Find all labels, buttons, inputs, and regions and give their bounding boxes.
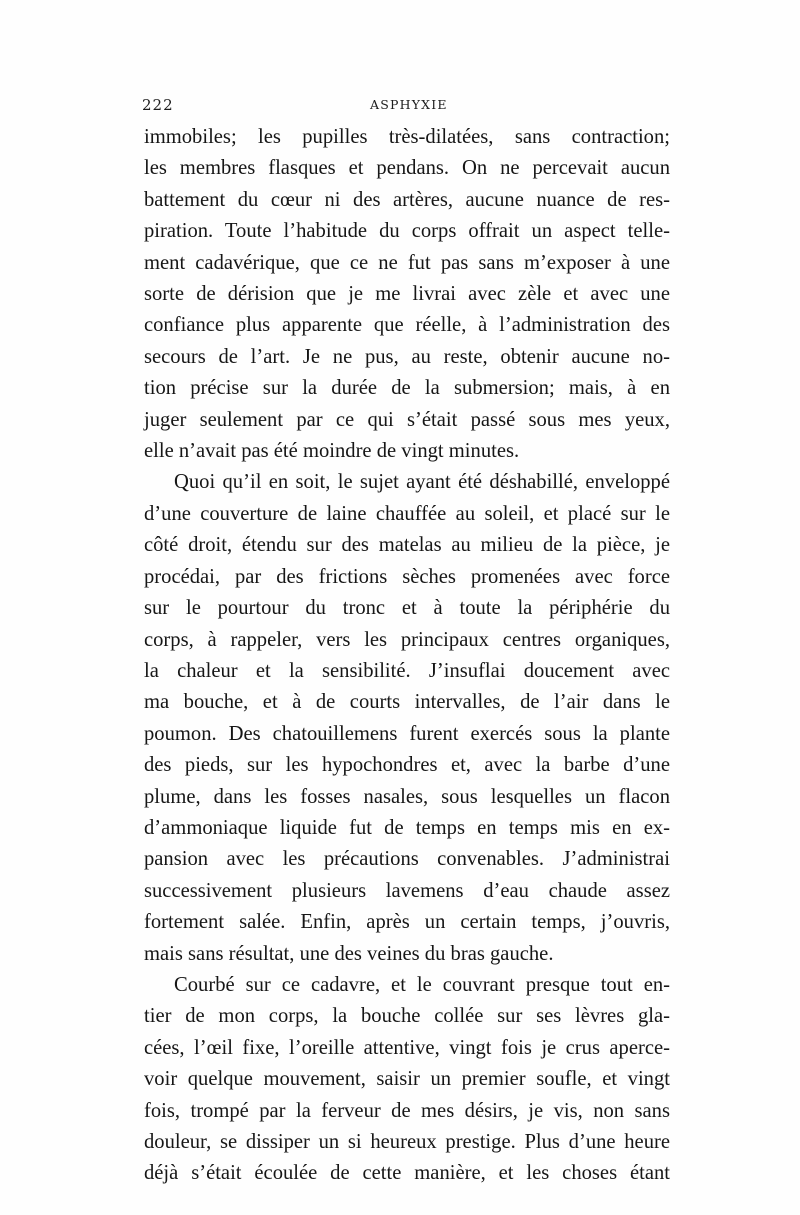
text-line: tier de mon corps, la bouche collée sur ses lèvres gla- <box>144 1005 670 1028</box>
text-line: fortement salée. Enfin, après un certain temps, j’ouvris, <box>144 911 670 934</box>
text-line: ma bouche, et à de courts intervalles, de l’air dans le <box>144 691 670 714</box>
text-line: déjà s’était écoulée de cette manière, et les choses étant <box>144 1162 670 1185</box>
text-line: tion précise sur la durée de la submersion; mais, à en <box>144 377 670 400</box>
text-line: poumon. Des chatouillemens furent exercés sous la plante <box>144 722 670 745</box>
paragraph-3 <box>144 970 670 1190</box>
text-line: immobiles; les pupilles très-dilatées, sans contraction; <box>144 126 670 148</box>
running-head <box>142 96 672 120</box>
text-line: successivement plusieurs lavemens d’eau chaude assez <box>144 879 670 902</box>
text-line: mais sans résultat, une des veines du bras gauche. <box>144 942 554 965</box>
text-line: corps, à rappeler, vers les principaux centres organiques, <box>144 628 670 651</box>
text-line: sorte de dérision que je me livrai avec zèle et avec une <box>144 283 670 306</box>
text-line: Courbé sur ce cadavre, et le couvrant presque tout en- <box>174 973 670 996</box>
text-line: les membres flasques et pendans. On ne percevait aucun <box>144 157 670 180</box>
text-line: battement du cœur ni des artères, aucune nuance de res- <box>144 188 670 211</box>
page-number: 222 <box>142 96 174 114</box>
text-line: juger seulement par ce qui s’était passé sous mes yeux, <box>144 408 670 431</box>
text-line: côté droit, étendu sur des matelas au milieu de la pièce, je <box>144 534 670 557</box>
text-line: ment cadavérique, que ce ne fut pas sans m’exposer à une <box>144 251 670 274</box>
paragraph-1 <box>144 122 670 467</box>
text-line: fois, trompé par la ferveur de mes désirs, je vis, non sans <box>144 1099 670 1122</box>
text-line: procédai, par des frictions sèches promenées avec force <box>144 565 670 588</box>
text-line: cées, l’œil fixe, l’oreille attentive, vingt fois je crus aperce- <box>144 1036 670 1059</box>
text-line: piration. Toute l’habitude du corps offrait un aspect telle- <box>144 220 670 243</box>
text-line: sur le pourtour du tronc et à toute la périphérie du <box>144 597 670 620</box>
text-line: douleur, se dissiper un si heureux prestige. Plus d’une heure <box>144 1131 670 1153</box>
text-line: pansion avec les précautions convenables. J’administrai <box>144 848 670 871</box>
text-line: voir quelque mouvement, saisir un premier soufle, et vingt <box>144 1068 670 1091</box>
text-line: des pieds, sur les hypochondres et, avec la barbe d’une <box>144 754 670 777</box>
text-line: Quoi qu’il en soit, le sujet ayant été déshabillé, enveloppé <box>174 471 670 494</box>
text-line: plume, dans les fosses nasales, sous lesquelles un flacon <box>144 785 670 808</box>
running-title: ASPHYXIE <box>370 97 448 112</box>
text-line: elle n’avait pas été moindre de vingt minutes. <box>144 440 520 463</box>
paragraph-2 <box>144 467 670 970</box>
text-line: confiance plus apparente que réelle, à l’administration des <box>144 314 670 337</box>
text-line: d’une couverture de laine chauffée au soleil, et placé sur le <box>144 502 670 525</box>
text-line: la chaleur et la sensibilité. J’insuflai doucement avec <box>144 659 670 682</box>
text-line: d’ammoniaque liquide fut de temps en temps mis en ex- <box>144 816 670 839</box>
text-line: secours de l’art. Je ne pus, au reste, obtenir aucune no- <box>144 345 670 368</box>
body-text <box>144 122 670 1190</box>
